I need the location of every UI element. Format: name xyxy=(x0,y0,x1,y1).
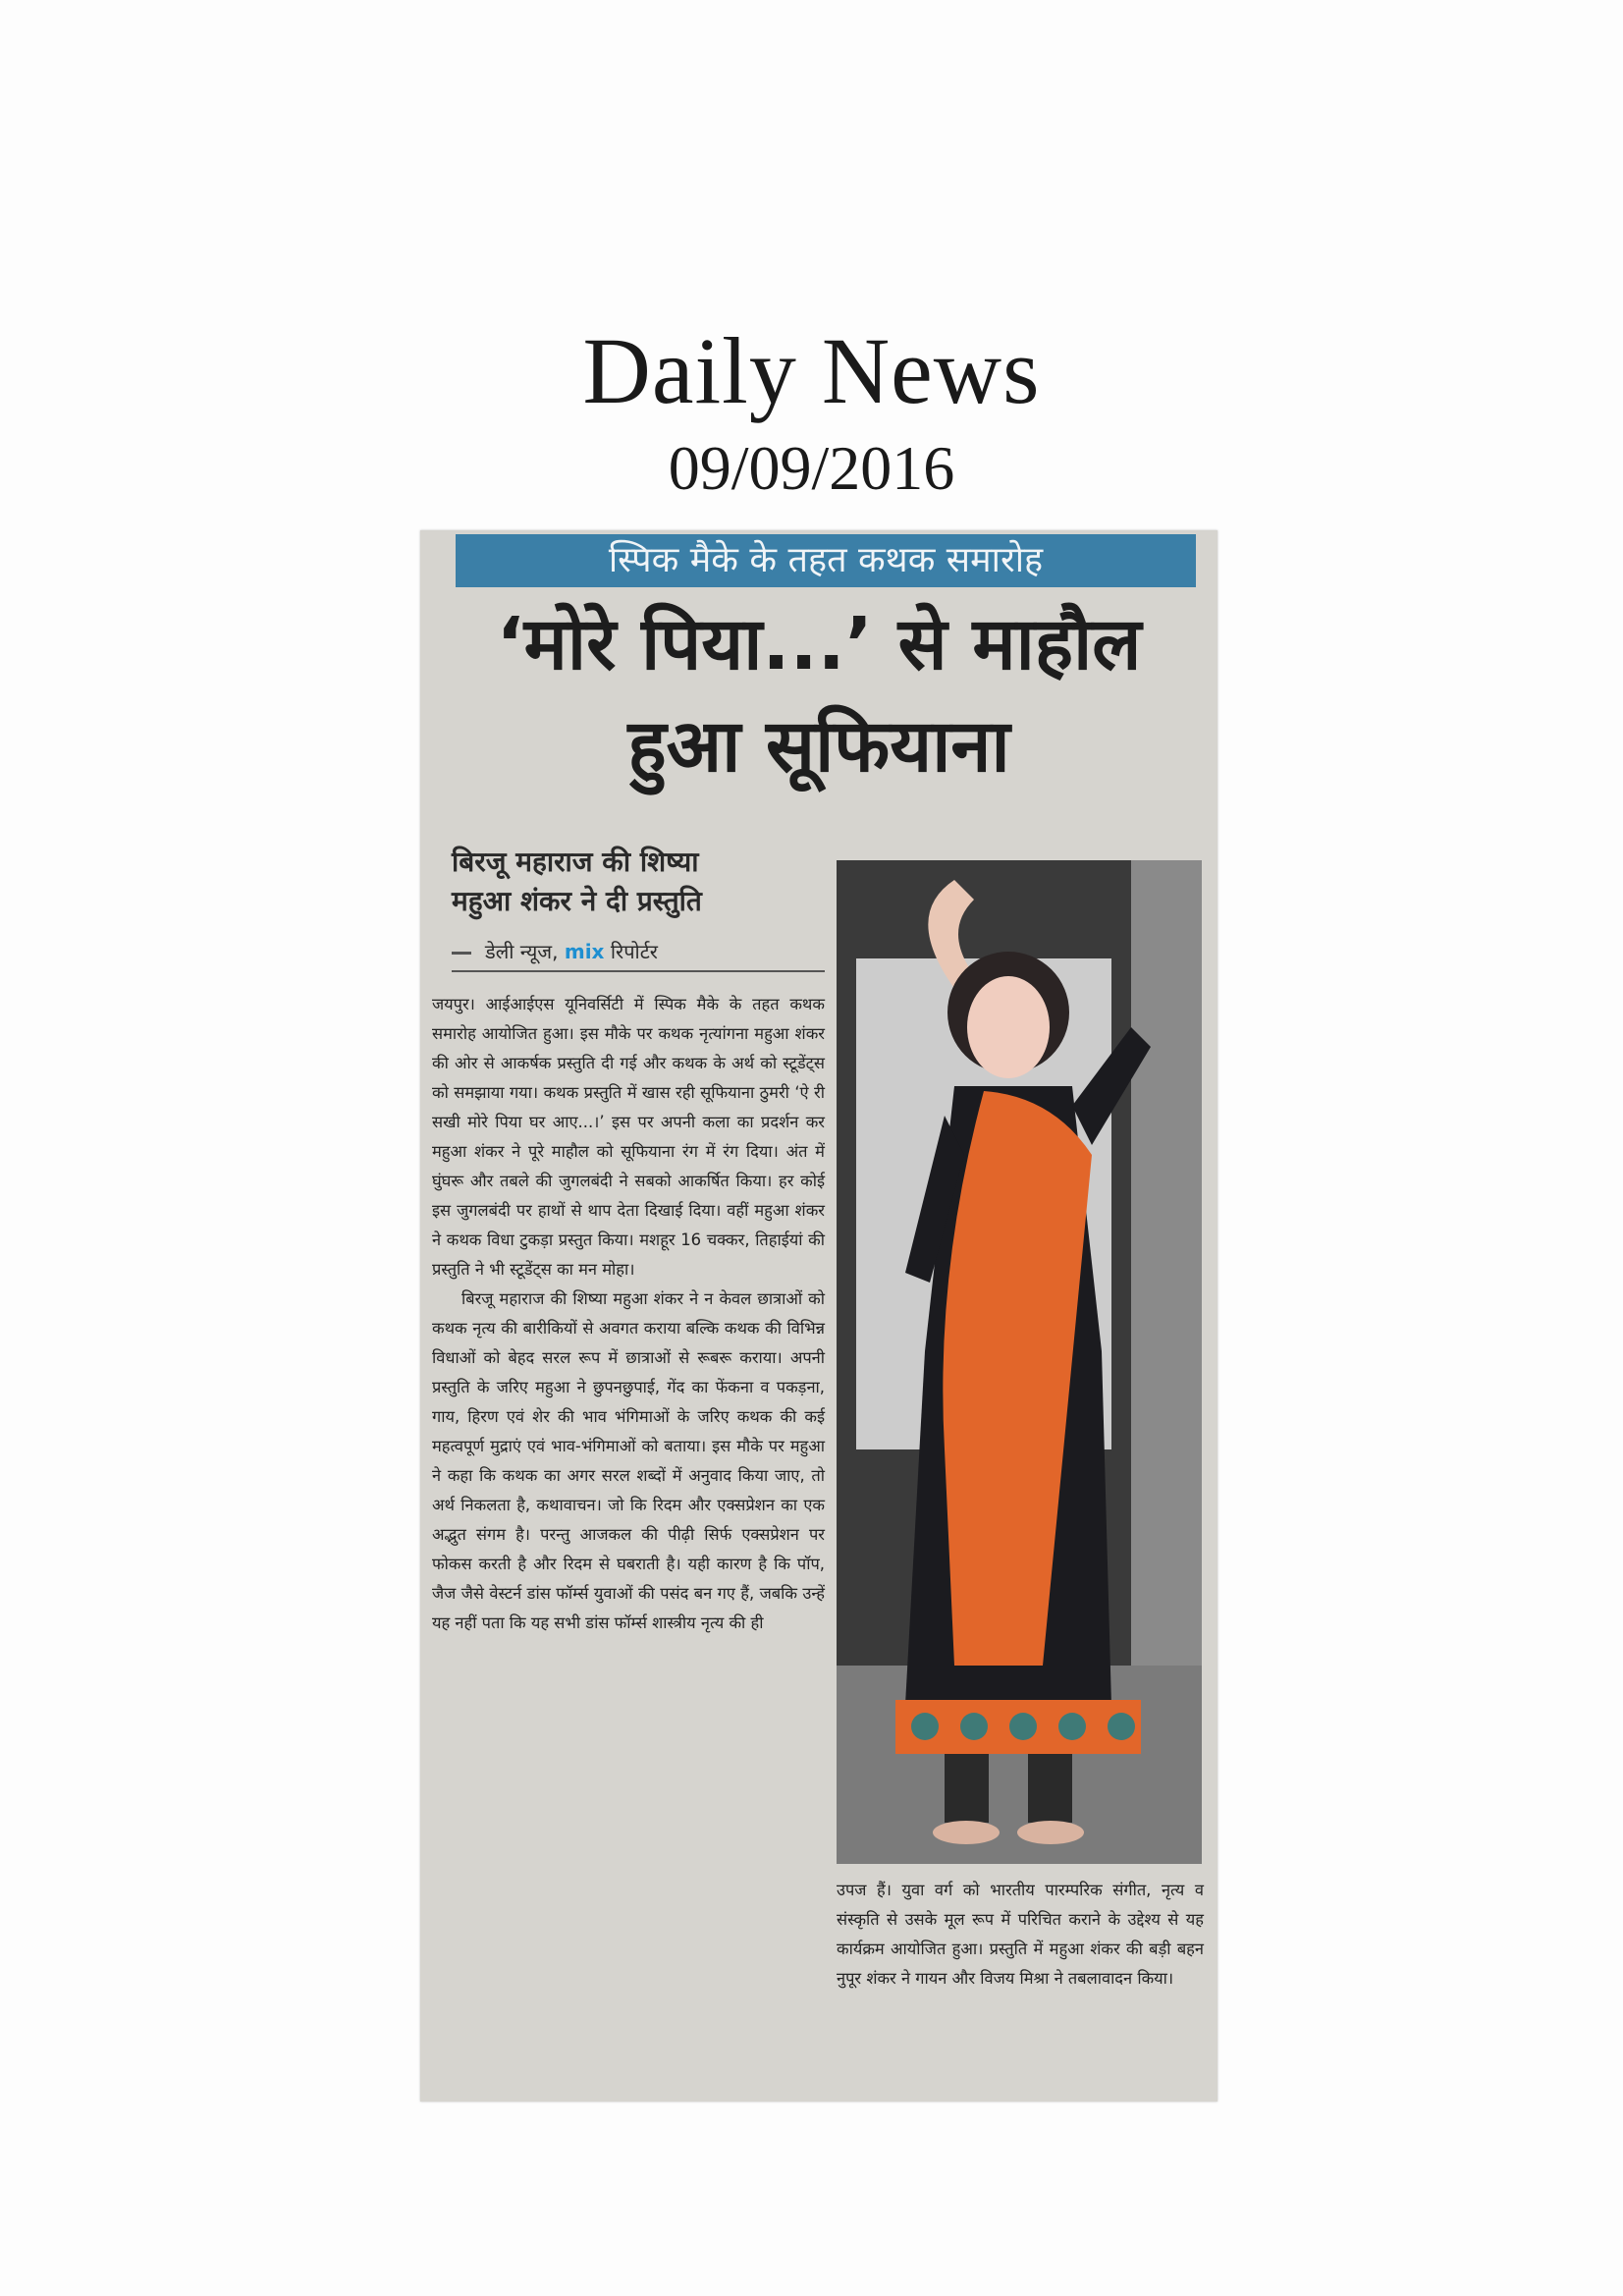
newspaper-clipping xyxy=(420,530,1217,2102)
kathak-dancer-image xyxy=(837,860,1202,1864)
kicker-banner: स्पिक मैके के तहत कथक समारोह xyxy=(456,534,1196,587)
headline-line-1: ‘मोरे पिया...’ से माहौल xyxy=(496,602,1142,686)
headline-line-2: हुआ सूफियाना xyxy=(627,704,1010,789)
subhead-line-2: महुआ शंकर ने दी प्रस्तुति xyxy=(452,885,702,917)
article-paragraph: जयपुर। आईआईएस यूनिवर्सिटी में स्पिक मैके के तहत कथक समारोह आयोजित हुआ। इस मौके पर कथक नृत्यांगना महुआ शंकर की ओर से आकर्षक प्रस्तुति दी गई और कथक के अर्थ को स्टूडेंट्स को समझाया गया। कथक प्रस्तुति में खास रही सूफियाना ठुमरी ‘ऐ री सखी मोरे पिया घर आए...।’ इस पर अपनी कला का प्रदर्शन कर महुआ शंकर ने पूरे माहौल को सूफियाना रंग में रंग दिया। अंत में घुंघरू और तबले की जुगलबंदी ने सबको आकर्षित किया। हर कोई इस जुगलबंदी पर हाथों से थाप देता दिखाई दिया। वहीं महुआ शंकर ने कथक विधा टुकड़ा प्रस्तुत किया। मशहूर 16 चक्कर, तिहाईयां की प्रस्तुति ने भी स्टूडेंट्स का मन मोहा। xyxy=(432,995,825,1279)
publication-date: 09/09/2016 xyxy=(668,433,955,503)
article-column-right xyxy=(837,1876,1204,1994)
byline-dash-icon xyxy=(452,952,471,955)
byline-role: रिपोर्टर xyxy=(610,940,658,963)
subhead-line-1: बिरजू महाराज की शिष्या xyxy=(452,846,699,878)
article-paragraph: उपज हैं। युवा वर्ग को भारतीय पारम्परिक संगीत, नृत्य व संस्कृति से उसके मूल रूप में परिचित कराने के उद्देश्य से यह कार्यक्रम आयोजित हुआ। प्रस्तुति में महुआ शंकर की बड़ी बहन नुपूर शंकर ने गायन और विजय मिश्रा ने तबलावादन किया। xyxy=(837,1881,1204,1988)
headline xyxy=(430,593,1208,797)
byline-source: डेली न्यूज, xyxy=(485,940,559,963)
byline-brand: mix xyxy=(564,940,605,963)
dancer-photo xyxy=(837,860,1202,1864)
newspaper-name: Daily News xyxy=(582,318,1041,423)
subheadline xyxy=(452,843,785,921)
article-column-left xyxy=(432,990,825,1638)
article-paragraph: बिरजू महाराज की शिष्या महुआ शंकर ने न केवल छात्राओं को कथक नृत्य की बारीकियों से अवगत कराया बल्कि कथक की विभिन्न विधाओं को बेहद सरल रूप में छात्राओं से रूबरू कराया। अपनी प्रस्तुति के जरिए महुआ ने छुपनछुपाई, गेंद का फेंकना व पकड़ना, गाय, हिरण एवं शेर की भाव भंगिमाओं के जरिए कथक की कई महत्वपूर्ण मुद्राएं एवं भाव-भंगिमाओं को बताया। इस मौके पर महुआ ने कहा कि कथक का अगर सरल शब्दों में अनुवाद किया जाए, तो अर्थ निकलता है, कथावाचन। जो कि रिदम और एक्सप्रेशन का एक अद्भुत संगम है। परन्तु आजकल की पीढ़ी सिर्फ एक्सप्रेशन पर फोकस करती है और रिदम से घबराती है। यही कारण है कि पॉप, जैज जैसे वेस्टर्न डांस फॉर्म्स युवाओं की पसंद बन गए हैं, जबकि उन्हें यह नहीं पता कि यह सभी डांस फॉर्म्स शास्त्रीय नृत्य की ही xyxy=(432,1289,825,1632)
byline xyxy=(452,933,825,972)
